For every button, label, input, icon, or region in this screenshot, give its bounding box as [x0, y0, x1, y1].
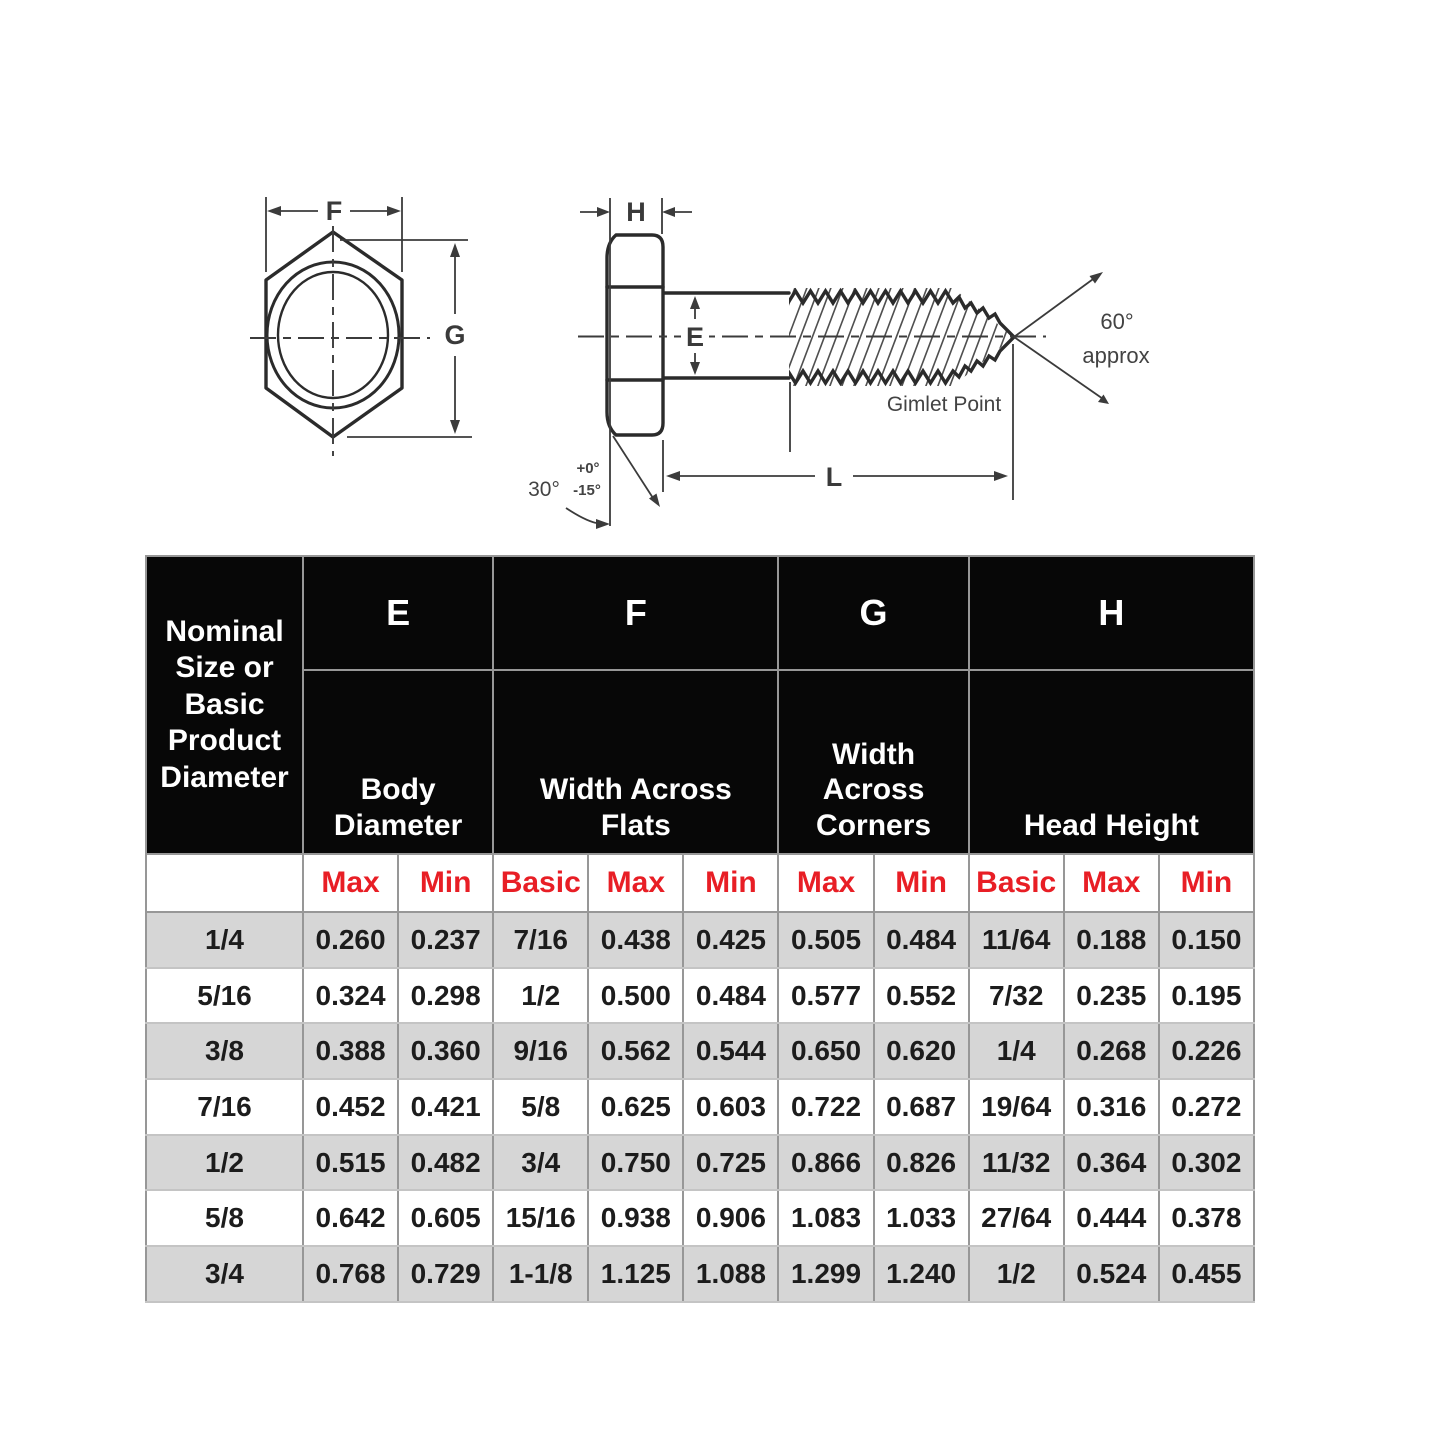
- table-cell: 0.388: [303, 1023, 398, 1079]
- table-cell: 0.620: [874, 1023, 969, 1079]
- table-corner-header: Nominal Size or Basic Product Diameter: [146, 556, 303, 854]
- label-H: H: [626, 197, 646, 227]
- table-row-5-16: [146, 968, 1254, 1024]
- table-cell: 5/8: [493, 1079, 588, 1135]
- table-row-5-8: [146, 1190, 1254, 1246]
- column-group-G-name: Width Across Corners: [778, 670, 968, 854]
- sub-header-min-9: Min: [1159, 854, 1254, 912]
- table-cell: 0.866: [778, 1135, 873, 1191]
- table-cell: 0.642: [303, 1190, 398, 1246]
- row-size-label: 7/16: [146, 1079, 303, 1135]
- table-cell: 1/2: [493, 968, 588, 1024]
- table-cell: 0.603: [683, 1079, 778, 1135]
- table-cell: 0.302: [1159, 1135, 1254, 1191]
- sub-header-blank-cell: [146, 854, 303, 912]
- table-cell: 1.240: [874, 1246, 969, 1302]
- threaded-shank: [756, 285, 1036, 391]
- table-cell: 0.360: [398, 1023, 493, 1079]
- table-cell: 27/64: [969, 1190, 1064, 1246]
- table-cell: 0.268: [1064, 1023, 1159, 1079]
- table-cell: 0.237: [398, 912, 493, 968]
- label-L: L: [825, 462, 843, 492]
- table-cell: 15/16: [493, 1190, 588, 1246]
- sub-header-max-5: Max: [778, 854, 873, 912]
- table-cell: 0.650: [778, 1023, 873, 1079]
- table-cell: 0.562: [588, 1023, 683, 1079]
- table-cell: 1.088: [683, 1246, 778, 1302]
- label-30-degrees: 30°: [528, 478, 560, 501]
- row-size-label: 3/4: [146, 1246, 303, 1302]
- head-chamfer-angle-note: [528, 436, 660, 529]
- table-cell: 0.444: [1064, 1190, 1159, 1246]
- table-cell: 0.687: [874, 1079, 969, 1135]
- table-cell: 0.425: [683, 912, 778, 968]
- sub-header-min-4: Min: [683, 854, 778, 912]
- table-cell: 0.324: [303, 968, 398, 1024]
- table-cell: 0.505: [778, 912, 873, 968]
- table-cell: 0.938: [588, 1190, 683, 1246]
- table-cell: 0.750: [588, 1135, 683, 1191]
- table-cell: 0.188: [1064, 912, 1159, 968]
- table-cell: 0.625: [588, 1079, 683, 1135]
- table-cell: 0.552: [874, 968, 969, 1024]
- table-cell: 1-1/8: [493, 1246, 588, 1302]
- table-cell: 0.482: [398, 1135, 493, 1191]
- column-group-E: E: [303, 556, 493, 670]
- table-cell: 1/2: [969, 1246, 1064, 1302]
- row-size-label: 1/2: [146, 1135, 303, 1191]
- table-cell: 0.455: [1159, 1246, 1254, 1302]
- table-row-3-8: [146, 1023, 1254, 1079]
- label-approx: approx: [1082, 343, 1150, 368]
- row-size-label: 5/16: [146, 968, 303, 1024]
- table-cell: 0.577: [778, 968, 873, 1024]
- lag-screw-dimensions-table: [145, 555, 1255, 1303]
- table-cell: 0.298: [398, 968, 493, 1024]
- label-G: G: [444, 320, 466, 350]
- column-group-H: H: [969, 556, 1254, 670]
- table-cell: 0.484: [683, 968, 778, 1024]
- row-size-label: 1/4: [146, 912, 303, 968]
- table-cell: 0.725: [683, 1135, 778, 1191]
- table-cell: 0.195: [1159, 968, 1254, 1024]
- table-cell: 9/16: [493, 1023, 588, 1079]
- hex-head-front-view: [250, 196, 472, 456]
- table-cell: 0.515: [303, 1135, 398, 1191]
- table-cell: 0.524: [1064, 1246, 1159, 1302]
- table-cell: 0.906: [683, 1190, 778, 1246]
- label-E: E: [685, 322, 705, 352]
- sub-header-max-0: Max: [303, 854, 398, 912]
- table-row-3-4: [146, 1246, 1254, 1302]
- table-cell: 1.125: [588, 1246, 683, 1302]
- sub-header-min-1: Min: [398, 854, 493, 912]
- sub-header-min-6: Min: [874, 854, 969, 912]
- table-cell: 0.150: [1159, 912, 1254, 968]
- table-cell: 1.083: [778, 1190, 873, 1246]
- table-cell: 0.729: [398, 1246, 493, 1302]
- table-cell: 0.826: [874, 1135, 969, 1191]
- table-row-1-2: [146, 1135, 1254, 1191]
- sub-header-basic-7: Basic: [969, 854, 1064, 912]
- table-cell: 1.033: [874, 1190, 969, 1246]
- table-cell: 0.438: [588, 912, 683, 968]
- table-cell: 7/16: [493, 912, 588, 968]
- table-cell: 0.500: [588, 968, 683, 1024]
- column-group-H-name: Head Height: [969, 670, 1254, 854]
- column-group-F: F: [493, 556, 778, 670]
- row-size-label: 3/8: [146, 1023, 303, 1079]
- table-cell: 11/32: [969, 1135, 1064, 1191]
- column-group-G: G: [778, 556, 968, 670]
- sub-header-max-8: Max: [1064, 854, 1159, 912]
- label-60-degrees: 60°: [1100, 309, 1134, 334]
- table-cell: 19/64: [969, 1079, 1064, 1135]
- table-cell: 7/32: [969, 968, 1064, 1024]
- lag-screw-side-view: [528, 197, 1150, 529]
- table-cell: 0.235: [1064, 968, 1159, 1024]
- row-size-label: 5/8: [146, 1190, 303, 1246]
- table-cell: 0.544: [683, 1023, 778, 1079]
- table-cell: 0.768: [303, 1246, 398, 1302]
- table-cell: 0.421: [398, 1079, 493, 1135]
- table-cell: 0.316: [1064, 1079, 1159, 1135]
- table-cell: 0.722: [778, 1079, 873, 1135]
- table-cell: 11/64: [969, 912, 1064, 968]
- table-cell: 1/4: [969, 1023, 1064, 1079]
- table-cell: 3/4: [493, 1135, 588, 1191]
- label-F: F: [325, 196, 343, 226]
- sub-header-max-3: Max: [588, 854, 683, 912]
- table-row-1-4: [146, 912, 1254, 968]
- label-tolerance-minus: -15°: [573, 482, 601, 499]
- sub-header-basic-2: Basic: [493, 854, 588, 912]
- label-tolerance-plus: +0°: [576, 460, 600, 477]
- table-cell: 0.484: [874, 912, 969, 968]
- table-cell: 0.605: [398, 1190, 493, 1246]
- table-cell: 0.272: [1159, 1079, 1254, 1135]
- hex-head-side-profile: [607, 235, 663, 435]
- table-row-7-16: [146, 1079, 1254, 1135]
- label-gimlet-point: Gimlet Point: [886, 393, 1002, 416]
- lag-screw-technical-drawing: [0, 0, 1445, 555]
- table-cell: 0.226: [1159, 1023, 1254, 1079]
- table-cell: 0.452: [303, 1079, 398, 1135]
- table-cell: 0.260: [303, 912, 398, 968]
- column-group-E-name: Body Diameter: [303, 670, 493, 854]
- table-cell: 1.299: [778, 1246, 873, 1302]
- column-group-F-name: Width Across Flats: [493, 670, 778, 854]
- table-cell: 0.364: [1064, 1135, 1159, 1191]
- table-cell: 0.378: [1159, 1190, 1254, 1246]
